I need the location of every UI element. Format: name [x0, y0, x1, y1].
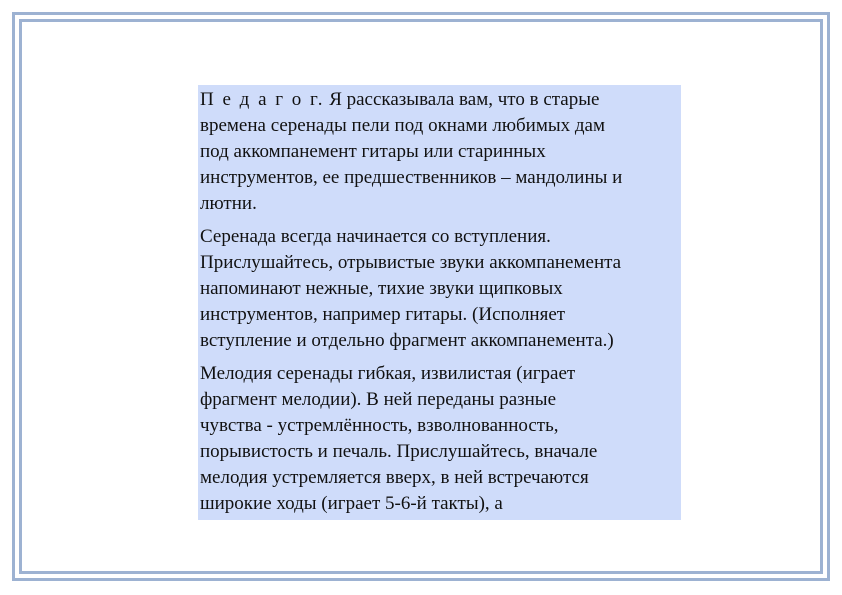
paragraph-1-line-1: [200, 87, 679, 113]
paragraph-3-line-3: чувства - устремлённость, взволнованность,: [200, 415, 559, 436]
paragraph-2: [200, 224, 679, 354]
paragraph-2-line-3: напоминают нежные, тихие звуки щипковых: [200, 278, 563, 299]
line-text: Я рассказывала вам, что в старые: [329, 89, 600, 110]
paragraph-3-line-1: Мелодия серенады гибкая, извилистая (играет: [200, 363, 576, 384]
paragraph-3-line-4: порывистость и печаль. Прислушайтесь, вначале: [200, 441, 598, 462]
paragraph-2-line-5: вступление и отдельно фрагмент аккомпанемента.): [200, 330, 614, 351]
paragraph-2-line-4: инструментов, например гитары. (Исполняет: [200, 304, 566, 325]
paragraph-1-line-2: времена серенады пели под окнами любимых дам: [200, 115, 606, 136]
paragraph-1: [200, 87, 679, 217]
paragraph-1-line-5: лютни.: [200, 193, 257, 214]
paragraph-3: [200, 361, 679, 517]
paragraph-1-line-3: под аккомпанемент гитары или старинных: [200, 141, 546, 162]
paragraph-3-line-5: мелодия устремляется вверх, в ней встречаются: [200, 467, 589, 488]
paragraph-2-line-1: Серенада всегда начинается со вступления.: [200, 226, 551, 247]
paragraph-3-line-6: широкие ходы (играет 5-6-й такты), а: [200, 493, 503, 514]
speaker-label: П е д а г о г.: [200, 89, 325, 110]
paragraph-3-line-2: фрагмент мелодии). В ней переданы разные: [200, 389, 556, 410]
paragraph-1-line-4: инструментов, ее предшественников – мандолины и: [200, 167, 623, 188]
paragraph-2-line-2: Прислушайтесь, отрывистые звуки аккомпанемента: [200, 252, 622, 273]
text-box: [198, 85, 681, 520]
